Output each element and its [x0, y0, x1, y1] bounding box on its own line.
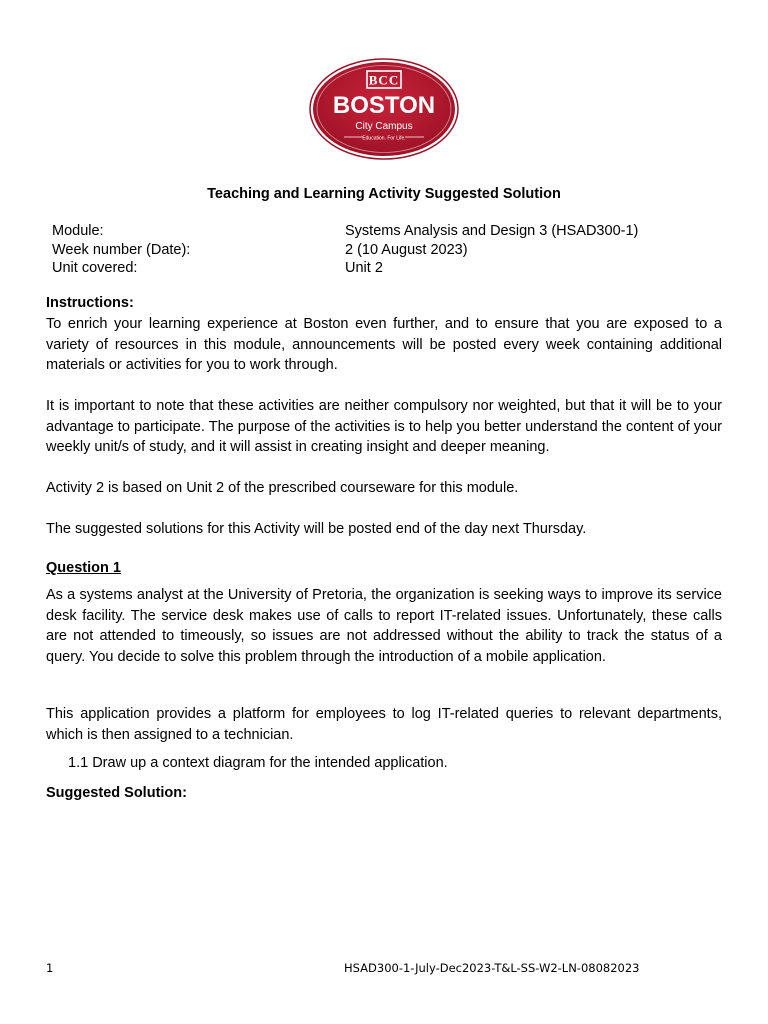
- suggested-solution-heading: Suggested Solution:: [46, 785, 187, 801]
- module-row: [52, 222, 712, 241]
- boston-city-campus-logo: [309, 58, 459, 160]
- unit-value: Unit 2: [345, 260, 383, 276]
- instructions-heading: Instructions:: [46, 295, 134, 311]
- footer-page-number: 1: [46, 961, 54, 975]
- instructions-paragraph-3: Activity 2 is based on Unit 2 of the prescribed courseware for this module.: [46, 480, 519, 496]
- logo-initials: BCC: [368, 72, 400, 88]
- week-value: 2 (10 August 2023): [345, 241, 468, 258]
- question-paragraph-1: As a systems analyst at the University of Pretoria, the organization is seeking ways to improve its service desk facility. The service desk makes use of calls to report IT-related issues. Unfortunately, these calls are not attended to timeously, so issues are not addressed without the ability to track the status of a query. You decide to solve this problem through the introduction of a mobile application.: [46, 587, 722, 665]
- question-heading: Question 1: [46, 560, 121, 576]
- unit-row: [52, 259, 712, 278]
- document-title: Teaching and Learning Activity Suggested Solution: [207, 186, 561, 202]
- instructions-paragraph-1: To enrich your learning experience at Boston even further, and to ensure that you are exposed to a variety of resources in this module, announcements will be posted every week containing additional materials or activities for you to work through.: [46, 316, 722, 373]
- logo-name: BOSTON: [332, 92, 436, 119]
- instructions-paragraph-2: It is important to note that these activities are neither compulsory nor weighted, but that it will be to your advantage to participate. The purpose of the activities is to help you better understand the content of your weekly unit/s of study, and it will assist in creating insight and deeper meaning.: [46, 398, 722, 455]
- question-paragraph-2: This application provides a platform for employees to log IT-related queries to relevant departments, which is then assigned to a technician.: [46, 706, 722, 743]
- week-row: [52, 241, 712, 260]
- module-label: Module:: [52, 223, 104, 239]
- instructions-paragraph-4: The suggested solutions for this Activity will be posted end of the day next Thursday.: [46, 521, 587, 537]
- week-label: Week number (Date):: [52, 241, 191, 258]
- module-value: Systems Analysis and Design 3 (HSAD300-1): [345, 223, 639, 239]
- question-item-text: Draw up a context diagram for the intended application.: [92, 755, 448, 771]
- question-item: [68, 753, 718, 774]
- module-details: [52, 222, 712, 278]
- footer-document-code: HSAD300-1-July-Dec2023-T&L-SS-W2-LN-08082023: [344, 961, 640, 975]
- unit-label: Unit covered:: [52, 260, 138, 276]
- logo-subtitle: City Campus: [355, 121, 413, 132]
- question-item-number: 1.1: [68, 755, 89, 771]
- logo-tagline: Education. For Life.: [362, 135, 406, 142]
